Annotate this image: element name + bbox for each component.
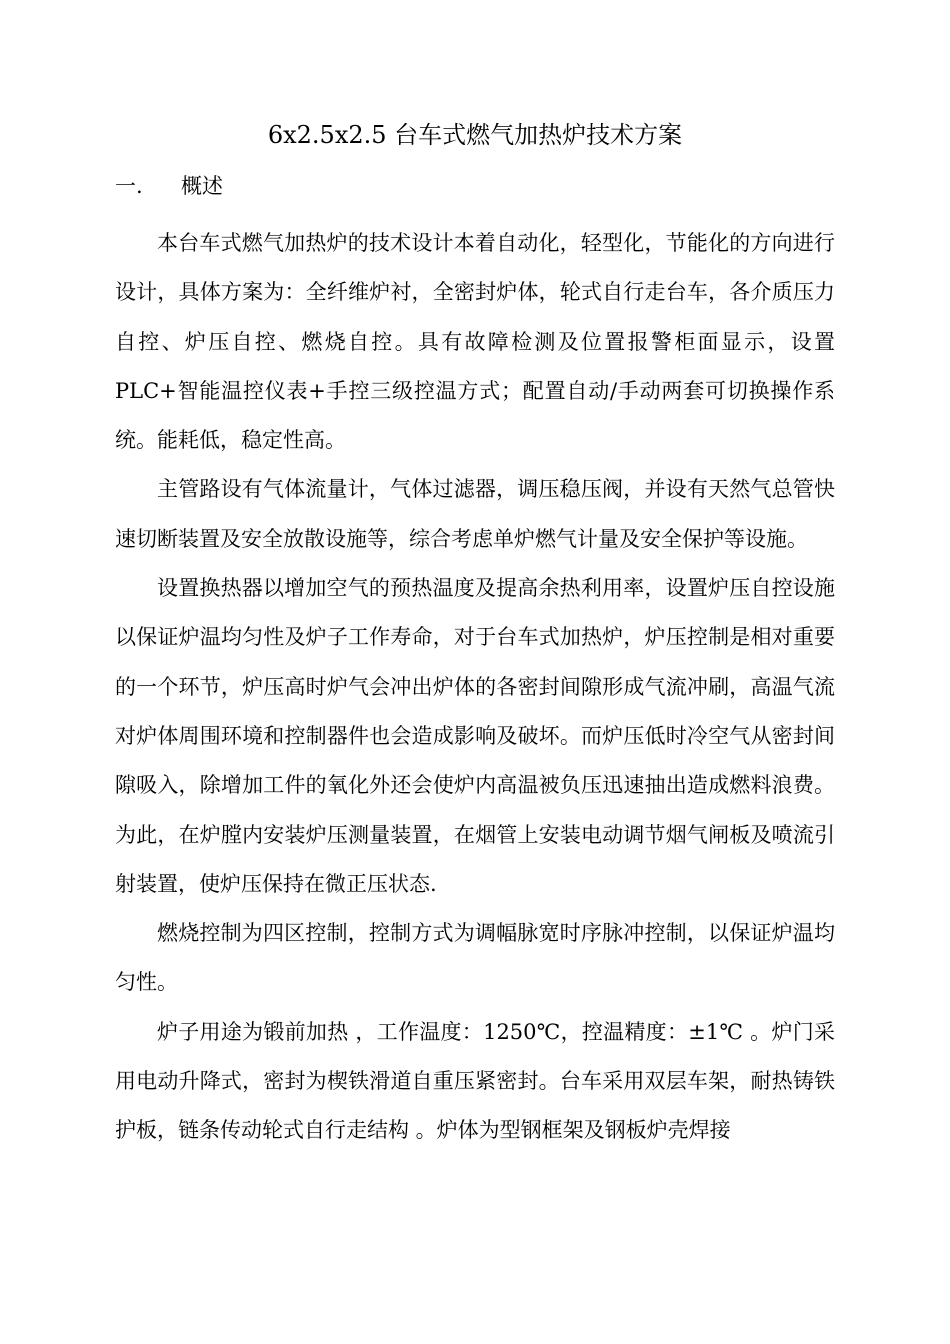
- document-body: [115, 219, 835, 1156]
- section-number: 一.: [115, 174, 143, 198]
- paragraph: 设置换热器以增加空气的预热温度及提高余热利用率，设置炉压自控设施以保证炉温均匀性及炉子工作寿命，对于台车式加热炉，炉压控制是相对重要的一个环节，炉压高时炉气会冲出炉体的各密封间隙形成气流冲刷，高温气流对炉体周围环境和控制器件也会造成影响及破坏。而炉压低时冷空气从密封间隙吸入，除增加工件的氧化外还会使炉内高温被负压迅速抽出造成燃料浪费。为此，在炉膛内安装炉压测量装置，在烟管上安装电动调节烟气闸板及喷流引射装置，使炉压保持在微正压状态.: [115, 576, 835, 896]
- paragraph: 燃烧控制为四区控制，控制方式为调幅脉宽时序脉冲控制，以保证炉温均匀性。: [115, 921, 835, 995]
- document-title: 6x2.5x2.5 台车式燃气加热炉技术方案: [267, 121, 683, 149]
- section-heading: [115, 170, 223, 202]
- paragraph: 本台车式燃气加热炉的技术设计本着自动化，轻型化，节能化的方向进行设计，具体方案为：全纤维炉衬，全密封炉体，轮式自行走台车，各介质压力自控、炉压自控、燃烧自控。具有故障检测及位置报警柜面显示，设置 PLC+智能温控仪表+手控三级控温方式；配置自动/手动两套可切换操作系统。能耗低，稳定性高。: [115, 231, 835, 453]
- paragraph: 主管路设有气体流量计，气体过滤器，调压稳压阀，并设有天然气总管快速切断装置及安全放散设施等，综合考虑单炉燃气计量及安全保护等设施。: [115, 477, 835, 551]
- section-title: 概述: [181, 174, 223, 198]
- paragraph: 炉子用途为锻前加热 ，工作温度：1250℃，控温精度：±1℃ 。炉门采用电动升降式，密封为楔铁滑道自重压紧密封。台车采用双层车架，耐热铸铁护板，链条传动轮式自行走结构 。炉体为型钢框架及钢板炉壳焊接: [115, 1019, 835, 1143]
